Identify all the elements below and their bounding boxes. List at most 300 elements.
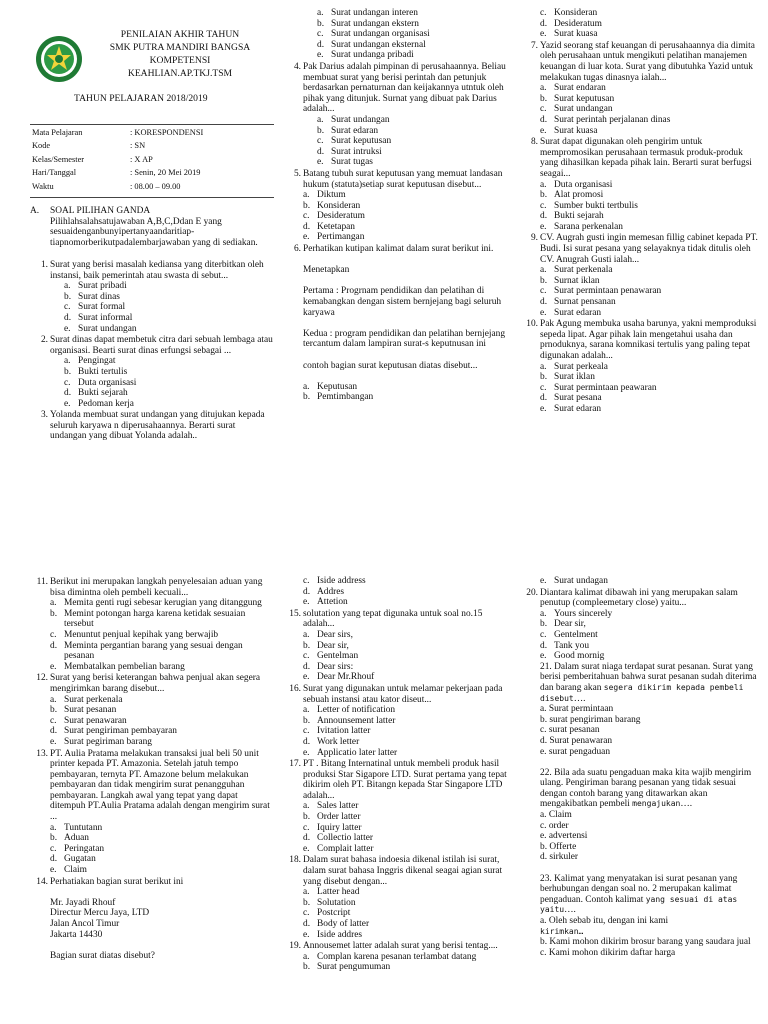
option-text: Tank you — [554, 640, 590, 651]
option-text: Surat permintaan penawaran — [554, 286, 662, 297]
option-text: Addres — [317, 586, 345, 597]
answer-option — [540, 852, 760, 863]
answer-option — [303, 844, 511, 855]
options-list — [317, 8, 511, 61]
answer-option — [64, 302, 274, 313]
question-17 — [283, 759, 511, 854]
option-letter: d. — [303, 221, 311, 232]
option-text: Desideratum — [554, 18, 602, 29]
option-text: Surat undangan — [331, 114, 390, 125]
option-text: Surat undanga pribadi — [331, 50, 414, 61]
option-text: Pertimangan — [317, 232, 365, 243]
option-text: Surat undangan eksternal — [331, 39, 426, 50]
answer-option — [303, 812, 511, 823]
answer-option — [50, 705, 274, 716]
option-text: Sales latter — [317, 801, 359, 812]
answer-option — [64, 367, 274, 378]
question-22 — [520, 768, 760, 863]
option-text: Order latter — [317, 812, 361, 823]
question-block — [283, 244, 511, 255]
option-text: Surat pribadi — [78, 281, 127, 292]
question-16 — [283, 684, 511, 758]
question-text: 23. Kalimat yang menyatakan isi surat pesanan yang berhubungan dengan soal no. 2 merupakan kalimat pengaduan. Contoh kalimat — [540, 873, 738, 905]
option-letter: b. — [540, 275, 548, 286]
option-text: Iquiry latter — [317, 822, 362, 833]
option-text: order — [548, 820, 569, 831]
answer-option — [50, 662, 274, 673]
answer-option — [540, 308, 760, 319]
question-number: 14. — [36, 876, 48, 887]
option-letter: d. — [50, 726, 58, 737]
answer-option — [303, 919, 511, 930]
column-1-top — [30, 206, 274, 556]
option-letter: c. — [540, 382, 547, 393]
question-text: Diantara kalimat dibawah ini yang merupakan salam penutup (compleemetary close) yaitu... — [540, 587, 738, 609]
option-text: Alat promosi — [554, 190, 604, 201]
answer-option — [317, 157, 511, 168]
question-text: Dalam surat bahasa indoesia dikenal istilah isi surat, dalam surat bahasa Inggris dikenal seagai agian surat yang disebut dengan... — [303, 855, 503, 887]
option-letter: a. — [317, 114, 324, 125]
option-letter: c. — [50, 629, 57, 640]
option-letter: c. — [64, 377, 71, 388]
info-key: Waktu — [32, 181, 54, 191]
question-text: Yazid seorang staf keuangan di perusahaannya dia dimita oleh perusahaan untuk mengikuti pelatihan manajemen keuangan di luar kota. Surat yang dibutuhka Yazid untuk melakukan tugas dinasnya ialah... — [540, 40, 755, 83]
school-emblem-icon — [34, 34, 84, 84]
section-letter: A. — [30, 206, 40, 216]
question-text: Pak Agung membuka usaha barunya, yakni memproduksi sepeda lipat. Agar pihak lain mengetahui usaha dan prnoduknya, sarana komnikasi tertulis yang paling tepat digunakan adalah... — [540, 319, 757, 361]
answer-option — [540, 126, 760, 137]
options-list — [540, 576, 760, 587]
option-letter: b. — [303, 715, 311, 726]
option-text: Iside addres — [317, 929, 363, 940]
option-text: Diktum — [317, 190, 346, 201]
option-text: Announsement latter — [317, 715, 396, 726]
option-letter: a. — [303, 190, 310, 201]
answer-option — [50, 737, 274, 748]
question-8 — [520, 137, 760, 232]
answer-option — [540, 715, 760, 726]
options-list — [50, 823, 274, 876]
answer-option — [64, 399, 274, 410]
answer-option — [317, 147, 511, 158]
option-letter: d. — [303, 919, 311, 929]
answer-option — [303, 641, 511, 652]
option-letter: b. — [50, 705, 58, 716]
option-letter: a. — [50, 822, 57, 833]
question-7 — [520, 41, 760, 136]
answer-option — [64, 378, 274, 389]
info-value: : SN — [130, 141, 146, 151]
option-text: Solutation — [317, 897, 356, 908]
option-text: Dear Mr.Rhouf — [317, 672, 375, 683]
answer-option — [303, 962, 511, 973]
option-text: Surat pesana — [554, 393, 602, 404]
header-line-3: KOMPETENSI — [149, 55, 211, 66]
question-number: 8. — [530, 137, 538, 148]
question-12 — [30, 673, 274, 747]
question-text-emphasis: mengajukan — [632, 799, 681, 809]
option-letter: a. — [540, 916, 547, 926]
option-letter: e. — [64, 398, 71, 409]
option-text: Surat undangan organisasi — [331, 29, 430, 40]
question-15 — [283, 609, 511, 683]
answer-option — [540, 297, 760, 308]
option-letter: c. — [303, 211, 310, 222]
answer-option — [540, 29, 760, 40]
answer-option — [64, 281, 274, 292]
option-text: sirkuler — [549, 852, 579, 863]
option-text: Gugatan — [64, 854, 96, 865]
option-text: Dear sir, — [317, 640, 349, 651]
option-text: Surat edaran — [554, 403, 602, 414]
options-list — [50, 695, 274, 748]
option-text: surat pengiriman barang — [549, 714, 641, 725]
option-text: Claim — [64, 865, 87, 876]
option-text: Surat edaran — [554, 307, 602, 318]
answer-option — [303, 748, 511, 759]
option-text: Surat pengiriman pembayaran — [64, 726, 177, 737]
option-letter: a. — [64, 356, 71, 367]
question-number: 9. — [530, 233, 538, 244]
question-block — [520, 319, 760, 361]
option-letter: e. — [50, 736, 57, 747]
info-key: Mata Pelajaran — [32, 128, 83, 137]
option-text: Surat undagan — [554, 576, 608, 586]
answer-option — [540, 104, 760, 115]
question-text-tail: …. — [564, 905, 576, 916]
option-text: Letter of notification — [317, 705, 396, 716]
option-text: Collectio latter — [317, 833, 373, 844]
option-letter: d. — [303, 586, 311, 597]
option-text: Surat edaran — [331, 125, 379, 136]
option-letter: e. — [303, 747, 310, 758]
option-text: Offerte — [549, 841, 577, 852]
answer-option — [540, 736, 760, 747]
answer-option — [317, 29, 511, 40]
option-letter: d. — [540, 297, 548, 308]
answer-option — [303, 211, 511, 222]
options-list — [540, 83, 760, 136]
option-letter: b. — [303, 200, 311, 211]
question-block — [520, 41, 760, 83]
quoted-paragraph: Pertama : Progrnam pendidikan dan pelatihan di kemabangkan dengan sistem bernjejang bagi seluruh karyawa — [303, 286, 502, 318]
option-letter: c. — [540, 200, 547, 211]
question-block — [520, 137, 760, 179]
option-letter: d. — [303, 736, 311, 747]
question-text: Surat yang berisi masalah kediansa yang diterbitkan oleh instansi, baik pemerintah atau swasta di sebut... — [50, 259, 264, 281]
option-text: Pedoman kerja — [78, 398, 134, 409]
info-row — [30, 182, 274, 195]
option-text: Surat kuasa — [554, 29, 598, 40]
question-text: Berikut ini merupakan langkah penyelesaian aduan yang bisa dimintna oleh pembeli kecuali... — [50, 577, 263, 598]
option-text: Surat informal — [78, 312, 133, 323]
section-instruction — [30, 217, 274, 249]
info-value: : Senin, 20 Mei 2019 — [130, 168, 201, 178]
info-row — [30, 155, 274, 168]
question-20 — [520, 588, 760, 662]
answer-option — [303, 887, 511, 898]
option-text: Iside address — [317, 576, 366, 586]
option-letter: e. — [317, 50, 324, 61]
question-number: 5. — [293, 168, 301, 179]
answer-option — [540, 651, 760, 662]
question-text: Surat dapat digunakan oleh pengirim untuk mempromosikan perusahaan termasuk produk-produk yang dihasilkan kepada pihak lain. Berarti surat berfugsi seagai... — [540, 137, 752, 179]
option-letter: e. — [303, 672, 310, 683]
answer-option — [540, 286, 760, 297]
answer-option — [50, 865, 274, 876]
answer-option — [64, 324, 274, 335]
options-list — [303, 382, 511, 403]
question-1 — [30, 260, 274, 334]
option-letter: b. — [317, 125, 325, 136]
question-2 — [30, 335, 274, 409]
question-text: Yolanda membuat surat undangan yang ditujukan kepada seluruh karyawa n diperusahaannya. Berarti surat undangan yang dibuat Yolanda adalah.. — [50, 410, 265, 442]
answer-option — [540, 576, 760, 587]
option-letter: e. — [540, 576, 547, 586]
options-list — [303, 630, 511, 683]
answer-option — [303, 801, 511, 812]
question-text: 21. Dalam surat niaga terdapat surat pesanan. Surat yang berisi pemberitahuan bahwa surat pesanan sudah diterima dan barang akan — [540, 661, 757, 693]
options-list — [64, 356, 274, 409]
option-text: Claim — [548, 810, 572, 821]
answer-option — [317, 50, 511, 61]
question-4 — [283, 62, 511, 168]
answer-option — [303, 630, 511, 641]
option-letter: e. — [317, 157, 324, 168]
question-number: 2. — [40, 335, 48, 346]
answer-option — [50, 609, 274, 630]
option-text: Membatalkan pembelian barang — [64, 661, 185, 672]
option-letter: d. — [317, 146, 325, 157]
answer-option — [540, 619, 760, 630]
answer-option — [50, 716, 274, 727]
option-text: Bukti sejarah — [554, 211, 604, 222]
answer-option — [303, 930, 511, 941]
option-text: Surat tugas — [331, 157, 373, 168]
options-list — [540, 180, 760, 233]
option-letter: b. — [303, 640, 311, 651]
question-6-options-continued — [520, 8, 760, 40]
option-letter: b. — [303, 812, 311, 823]
option-letter: e. — [540, 307, 547, 318]
answer-option — [540, 362, 760, 373]
answer-option — [317, 40, 511, 51]
options-list — [50, 598, 274, 672]
question-3-options — [283, 8, 511, 61]
option-text: Duta organisasi — [554, 179, 613, 190]
answer-option — [540, 842, 760, 853]
option-text: Applicatio later latter — [317, 747, 398, 758]
options-list — [303, 705, 511, 758]
option-letter: e. — [303, 929, 310, 940]
option-text: Gentelman — [317, 651, 359, 662]
question-9 — [520, 233, 760, 318]
header-line-1: PENILAIAN AKHIR TAHUN — [120, 29, 240, 40]
question-number: 6. — [293, 244, 301, 255]
answer-option — [303, 726, 511, 737]
question-6 — [283, 244, 511, 403]
option-text: Ivitation latter — [317, 726, 371, 737]
answer-option — [540, 222, 760, 233]
option-text-continued: kirimkan… — [540, 926, 584, 936]
answer-option — [540, 948, 760, 959]
question-text: Surat dinas dapat membetuk citra dari sebuah lembaga atau organisasi. Bearti surat dinas erfungsi sebagai ... — [50, 335, 273, 356]
option-letter: e. — [540, 831, 547, 842]
option-letter: d. — [303, 661, 311, 672]
option-text: Postcript — [317, 908, 351, 919]
column-2-bottom — [283, 576, 511, 1024]
option-letter: b. — [317, 18, 325, 29]
spacer — [303, 255, 511, 266]
question-number: 11. — [36, 577, 48, 587]
option-letter: e. — [540, 125, 547, 136]
answer-option — [303, 587, 511, 598]
answer-option — [303, 833, 511, 844]
answer-option — [303, 908, 511, 919]
option-letter: e. — [540, 29, 547, 40]
options-list — [303, 952, 511, 973]
option-letter: c. — [540, 820, 547, 831]
option-text: Dear sir, — [554, 619, 586, 630]
answer-option — [303, 823, 511, 834]
question-number: 13. — [36, 748, 48, 759]
question-19-options-continued — [520, 576, 760, 587]
header-line-2: SMK PUTRA MANDIRI BANGSA — [109, 42, 251, 53]
options-list — [303, 801, 511, 854]
answer-option — [303, 737, 511, 748]
option-text: Sumber bukti tertbulis — [554, 200, 638, 211]
option-text: Surat formal — [78, 302, 126, 313]
address-line: Directur Mercu Jaya, LTD — [50, 908, 150, 919]
answer-option — [540, 641, 760, 652]
option-letter: c. — [540, 725, 547, 736]
answer-option — [303, 651, 511, 662]
question-text: Batang tubuh surat keputusan yang memuat landasan hukum (statuta)setiap surat keputusan disebut... — [303, 168, 503, 190]
option-letter: c. — [303, 651, 310, 662]
option-text: Surat perintah perjalanan dinas — [554, 114, 671, 125]
option-letter: c. — [303, 576, 310, 586]
question-text-block — [540, 662, 760, 704]
options-list — [540, 265, 760, 318]
answer-option — [540, 831, 760, 842]
answer-option — [303, 672, 511, 683]
option-text: Peringatan — [64, 843, 105, 854]
question-block — [520, 588, 760, 609]
info-key: Hari/Tanggal — [32, 168, 77, 178]
answer-option — [64, 313, 274, 324]
option-letter: e. — [50, 865, 57, 876]
answer-option — [303, 201, 511, 212]
option-letter: a. — [540, 810, 547, 821]
option-text: Surat undangan — [78, 323, 137, 334]
option-text: Pemtimbangan — [317, 392, 374, 403]
answer-option — [50, 854, 274, 865]
question-number: 18. — [289, 855, 301, 866]
option-text: Gentelment — [554, 629, 598, 640]
option-letter: d. — [540, 640, 548, 651]
option-text: Bukti sejarah — [78, 388, 128, 399]
answer-option — [303, 597, 511, 608]
exam-info-table — [30, 124, 274, 198]
option-letter: e. — [540, 221, 547, 232]
option-text: Desideratum — [317, 211, 365, 222]
quoted-paragraph: Menetapkan — [303, 265, 350, 276]
question-5 — [283, 169, 511, 243]
option-text: Surat penawaran — [549, 735, 613, 746]
option-letter: b. — [64, 366, 72, 377]
answer-option — [50, 641, 274, 662]
option-letter: a. — [540, 608, 547, 619]
answer-option — [303, 952, 511, 963]
option-text: Surat undangan — [554, 104, 613, 115]
question-text: PT. Aulia Pratama melakukan transaksi jual beli 50 unit printer kepada PT. Amazonia. Setelah jatuh tempo pembayaran, ternyta PT. Amazone belum melakukan pembayaran dan tidak mengirim surat penangguhan pembayaran. Langkah awal yang tepat yang dapat ditempuh PT.Aulia Pratama adalah dengan mengirim surat ... — [50, 748, 270, 823]
question-13 — [30, 749, 274, 876]
option-letter: d. — [540, 735, 548, 746]
question-19 — [283, 941, 511, 973]
answer-option — [317, 115, 511, 126]
spacer — [303, 276, 511, 287]
question-text: Pak Darius adalah pimpinan di perusahaannya. Beliau membuat surat yang berisi perintah dan petunjuk berdasarkan pernaturnan dan keijakannya utntuk oleh pihak yang ditunjuk. Surnat yang dibuat pak Darius adalah... — [303, 61, 506, 115]
option-text: Memita genti rugi sebesar kerugian yang ditanggung — [64, 598, 262, 609]
option-text: Attetion — [317, 597, 348, 608]
option-letter: e. — [303, 232, 310, 243]
question-block — [30, 577, 274, 598]
answer-option — [303, 382, 511, 393]
answer-option — [303, 222, 511, 233]
question-text: solutation yang tepat digunaka untuk soal no.15 adalah... — [303, 608, 483, 630]
option-letter: e. — [303, 597, 310, 608]
exam-header — [30, 28, 274, 103]
option-text: Surat kuasa — [554, 125, 598, 136]
answer-option — [540, 725, 760, 736]
question-10 — [520, 319, 760, 414]
option-text: Meminta pergantian barang yang sesuai dengan pesanan — [64, 640, 243, 662]
question-21 — [520, 662, 760, 757]
info-key: Kode — [32, 141, 51, 151]
option-letter: a. — [540, 265, 547, 276]
option-letter: c. — [540, 104, 547, 115]
option-letter: d. — [540, 211, 548, 222]
answer-option — [64, 388, 274, 399]
option-text: Sarana perkenalan — [554, 221, 623, 232]
answer-option — [317, 126, 511, 137]
column-3-bottom — [520, 576, 760, 1024]
option-letter: a. — [303, 381, 310, 392]
option-text: advertensi — [548, 831, 588, 842]
option-text: Oleh sebab itu, dengan ini kami — [548, 916, 669, 926]
answer-option — [50, 630, 274, 641]
question-text: Surat yang digunakan untuk melamar pekerjaan pada sebuah instansi atau kator diseut... — [303, 683, 503, 705]
option-text: Aduan — [64, 833, 89, 844]
info-row — [30, 128, 274, 141]
question-number: 17. — [289, 759, 301, 770]
column-2-top — [283, 8, 511, 558]
option-letter: e. — [50, 661, 57, 672]
question-prompt: Bagian surat diatas disebut? — [50, 950, 155, 961]
option-letter: d. — [540, 18, 548, 29]
option-text: Surnat pensanan — [554, 297, 616, 308]
question-number: 16. — [289, 683, 301, 694]
question-block — [30, 749, 274, 823]
question-number: 1. — [40, 259, 48, 270]
question-block — [30, 260, 274, 281]
option-letter: b. — [540, 619, 548, 630]
info-value: : KORESPONDENSI — [130, 128, 204, 137]
options-list — [540, 609, 760, 662]
option-text: Surat permintaan peawaran — [554, 382, 657, 393]
option-text: surat pengaduan — [548, 746, 611, 757]
question-text: Surat yang berisi keterangan bahwa penjual akan segera mengirimkan barang disebut... — [50, 673, 261, 694]
